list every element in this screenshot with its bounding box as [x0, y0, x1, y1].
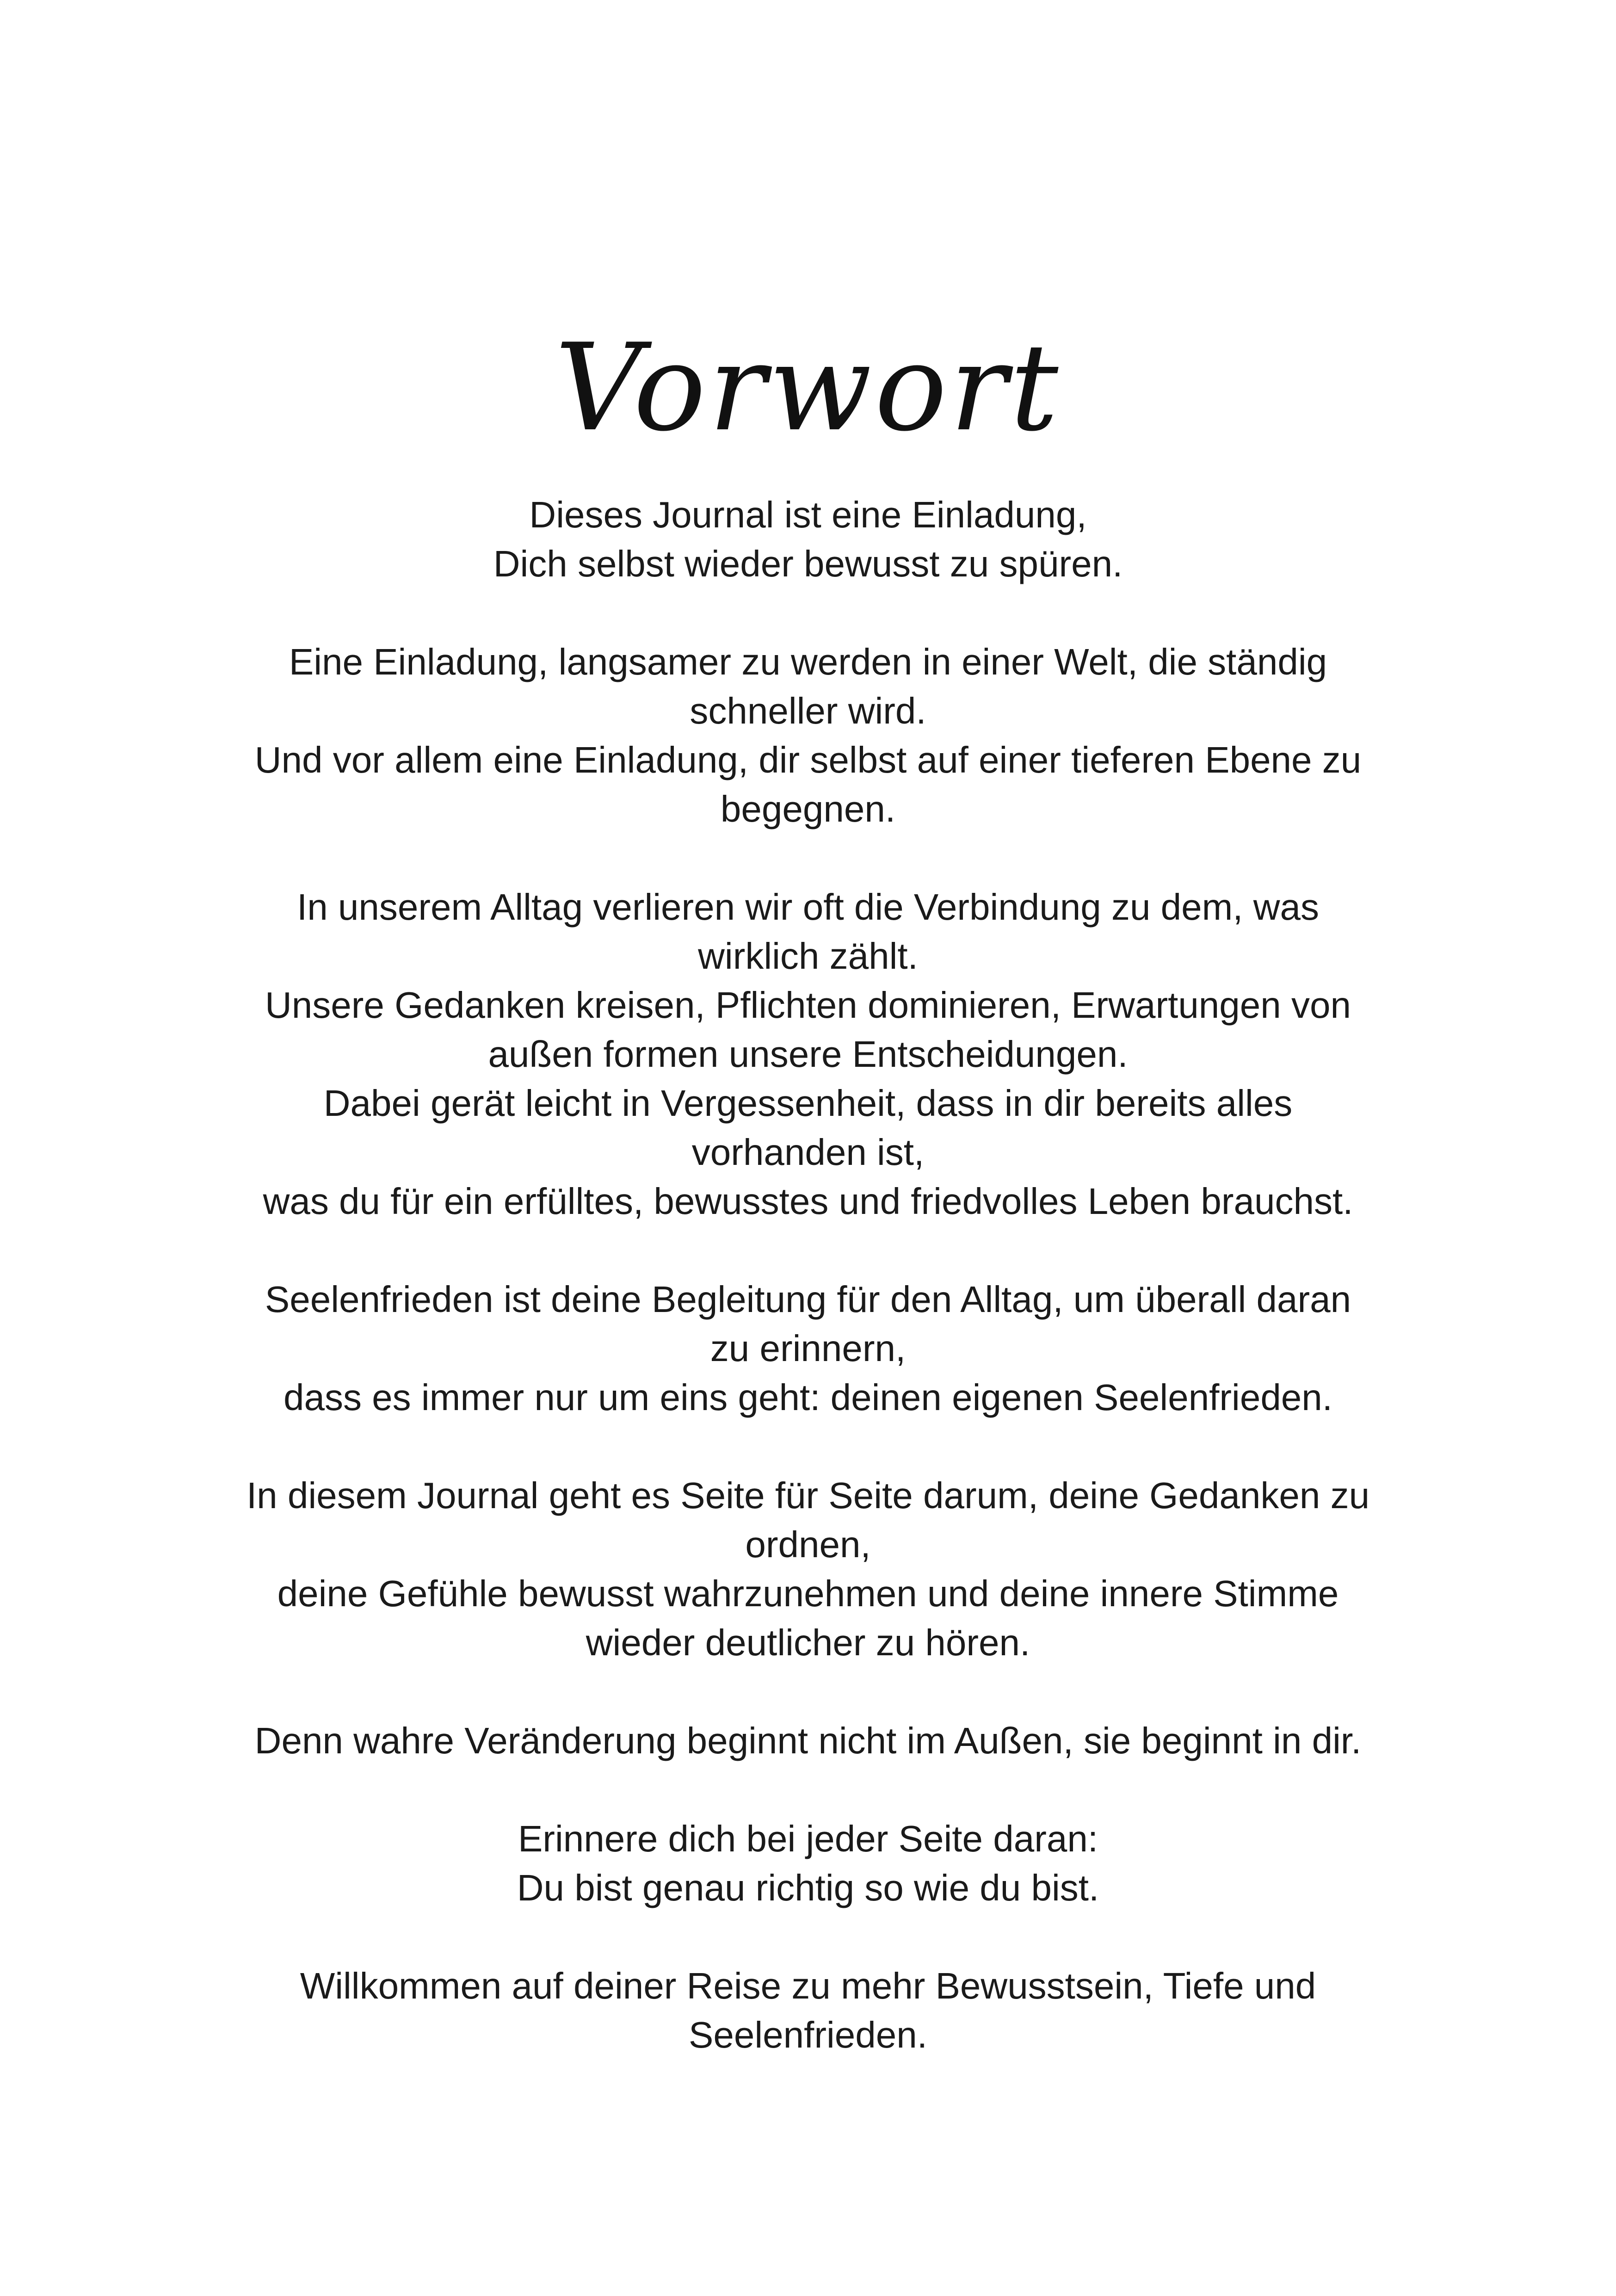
paragraph-journal-purpose	[204, 1471, 1412, 1667]
text-line: Seelenfrieden ist deine Begleitung für den Alltag, um überall daran	[265, 1279, 1351, 1320]
text-line: Denn wahre Veränderung beginnt nicht im Außen, sie beginnt in dir.	[254, 1720, 1362, 1761]
paragraph-everyday-life	[204, 883, 1412, 1226]
paragraph-change	[204, 1716, 1412, 1765]
text-line: Dieses Journal ist eine Einladung,	[529, 494, 1087, 535]
text-line: außen formen unsere Entscheidungen.	[488, 1034, 1128, 1075]
text-line: deine Gefühle bewusst wahrzunehmen und deine innere Stimme	[277, 1573, 1339, 1614]
text-line: zu erinnern,	[710, 1328, 906, 1369]
text-line: wirklich zählt.	[698, 935, 918, 977]
text-line: Erinnere dich bei jeder Seite daran:	[518, 1818, 1098, 1859]
paragraph-invitation	[204, 490, 1412, 588]
text-line: Du bist genau richtig so wie du bist.	[517, 1867, 1099, 1908]
text-line: schneller wird.	[690, 690, 926, 731]
text-line: ordnen,	[745, 1524, 871, 1565]
paragraph-slow-down	[204, 637, 1412, 834]
foreword-body	[204, 490, 1412, 2060]
text-line: Willkommen auf deiner Reise zu mehr Bewusstsein, Tiefe und	[300, 1965, 1316, 2006]
text-line: begegnen.	[720, 788, 896, 829]
text-line: vorhanden ist,	[691, 1132, 925, 1173]
text-line: Dabei gerät leicht in Vergessenheit, dass in dir bereits alles	[323, 1083, 1293, 1124]
text-line: In diesem Journal geht es Seite für Seite darum, deine Gedanken zu	[246, 1475, 1370, 1516]
text-line: Und vor allem eine Einladung, dir selbst auf einer tieferen Ebene zu	[254, 739, 1362, 780]
text-line: Seelenfrieden.	[689, 2014, 927, 2055]
text-line: dass es immer nur um eins geht: deinen eigenen Seelenfrieden.	[283, 1377, 1333, 1418]
text-line: In unserem Alltag verlieren wir oft die Verbindung zu dem, was	[296, 886, 1320, 928]
paragraph-remember	[204, 1814, 1412, 1912]
text-line: Dich selbst wieder bewusst zu spüren.	[493, 543, 1123, 584]
text-line: was du für ein erfülltes, bewusstes und friedvolles Leben brauchst.	[263, 1181, 1353, 1222]
text-line: Eine Einladung, langsamer zu werden in einer Welt, die ständig	[289, 641, 1327, 682]
page-title: Vorwort	[555, 318, 1061, 458]
paragraph-welcome	[204, 1962, 1412, 2060]
paragraph-seelenfrieden	[204, 1275, 1412, 1422]
text-line: wieder deutlicher zu hören.	[586, 1622, 1030, 1663]
text-line: Unsere Gedanken kreisen, Pflichten dominieren, Erwartungen von	[265, 984, 1351, 1026]
